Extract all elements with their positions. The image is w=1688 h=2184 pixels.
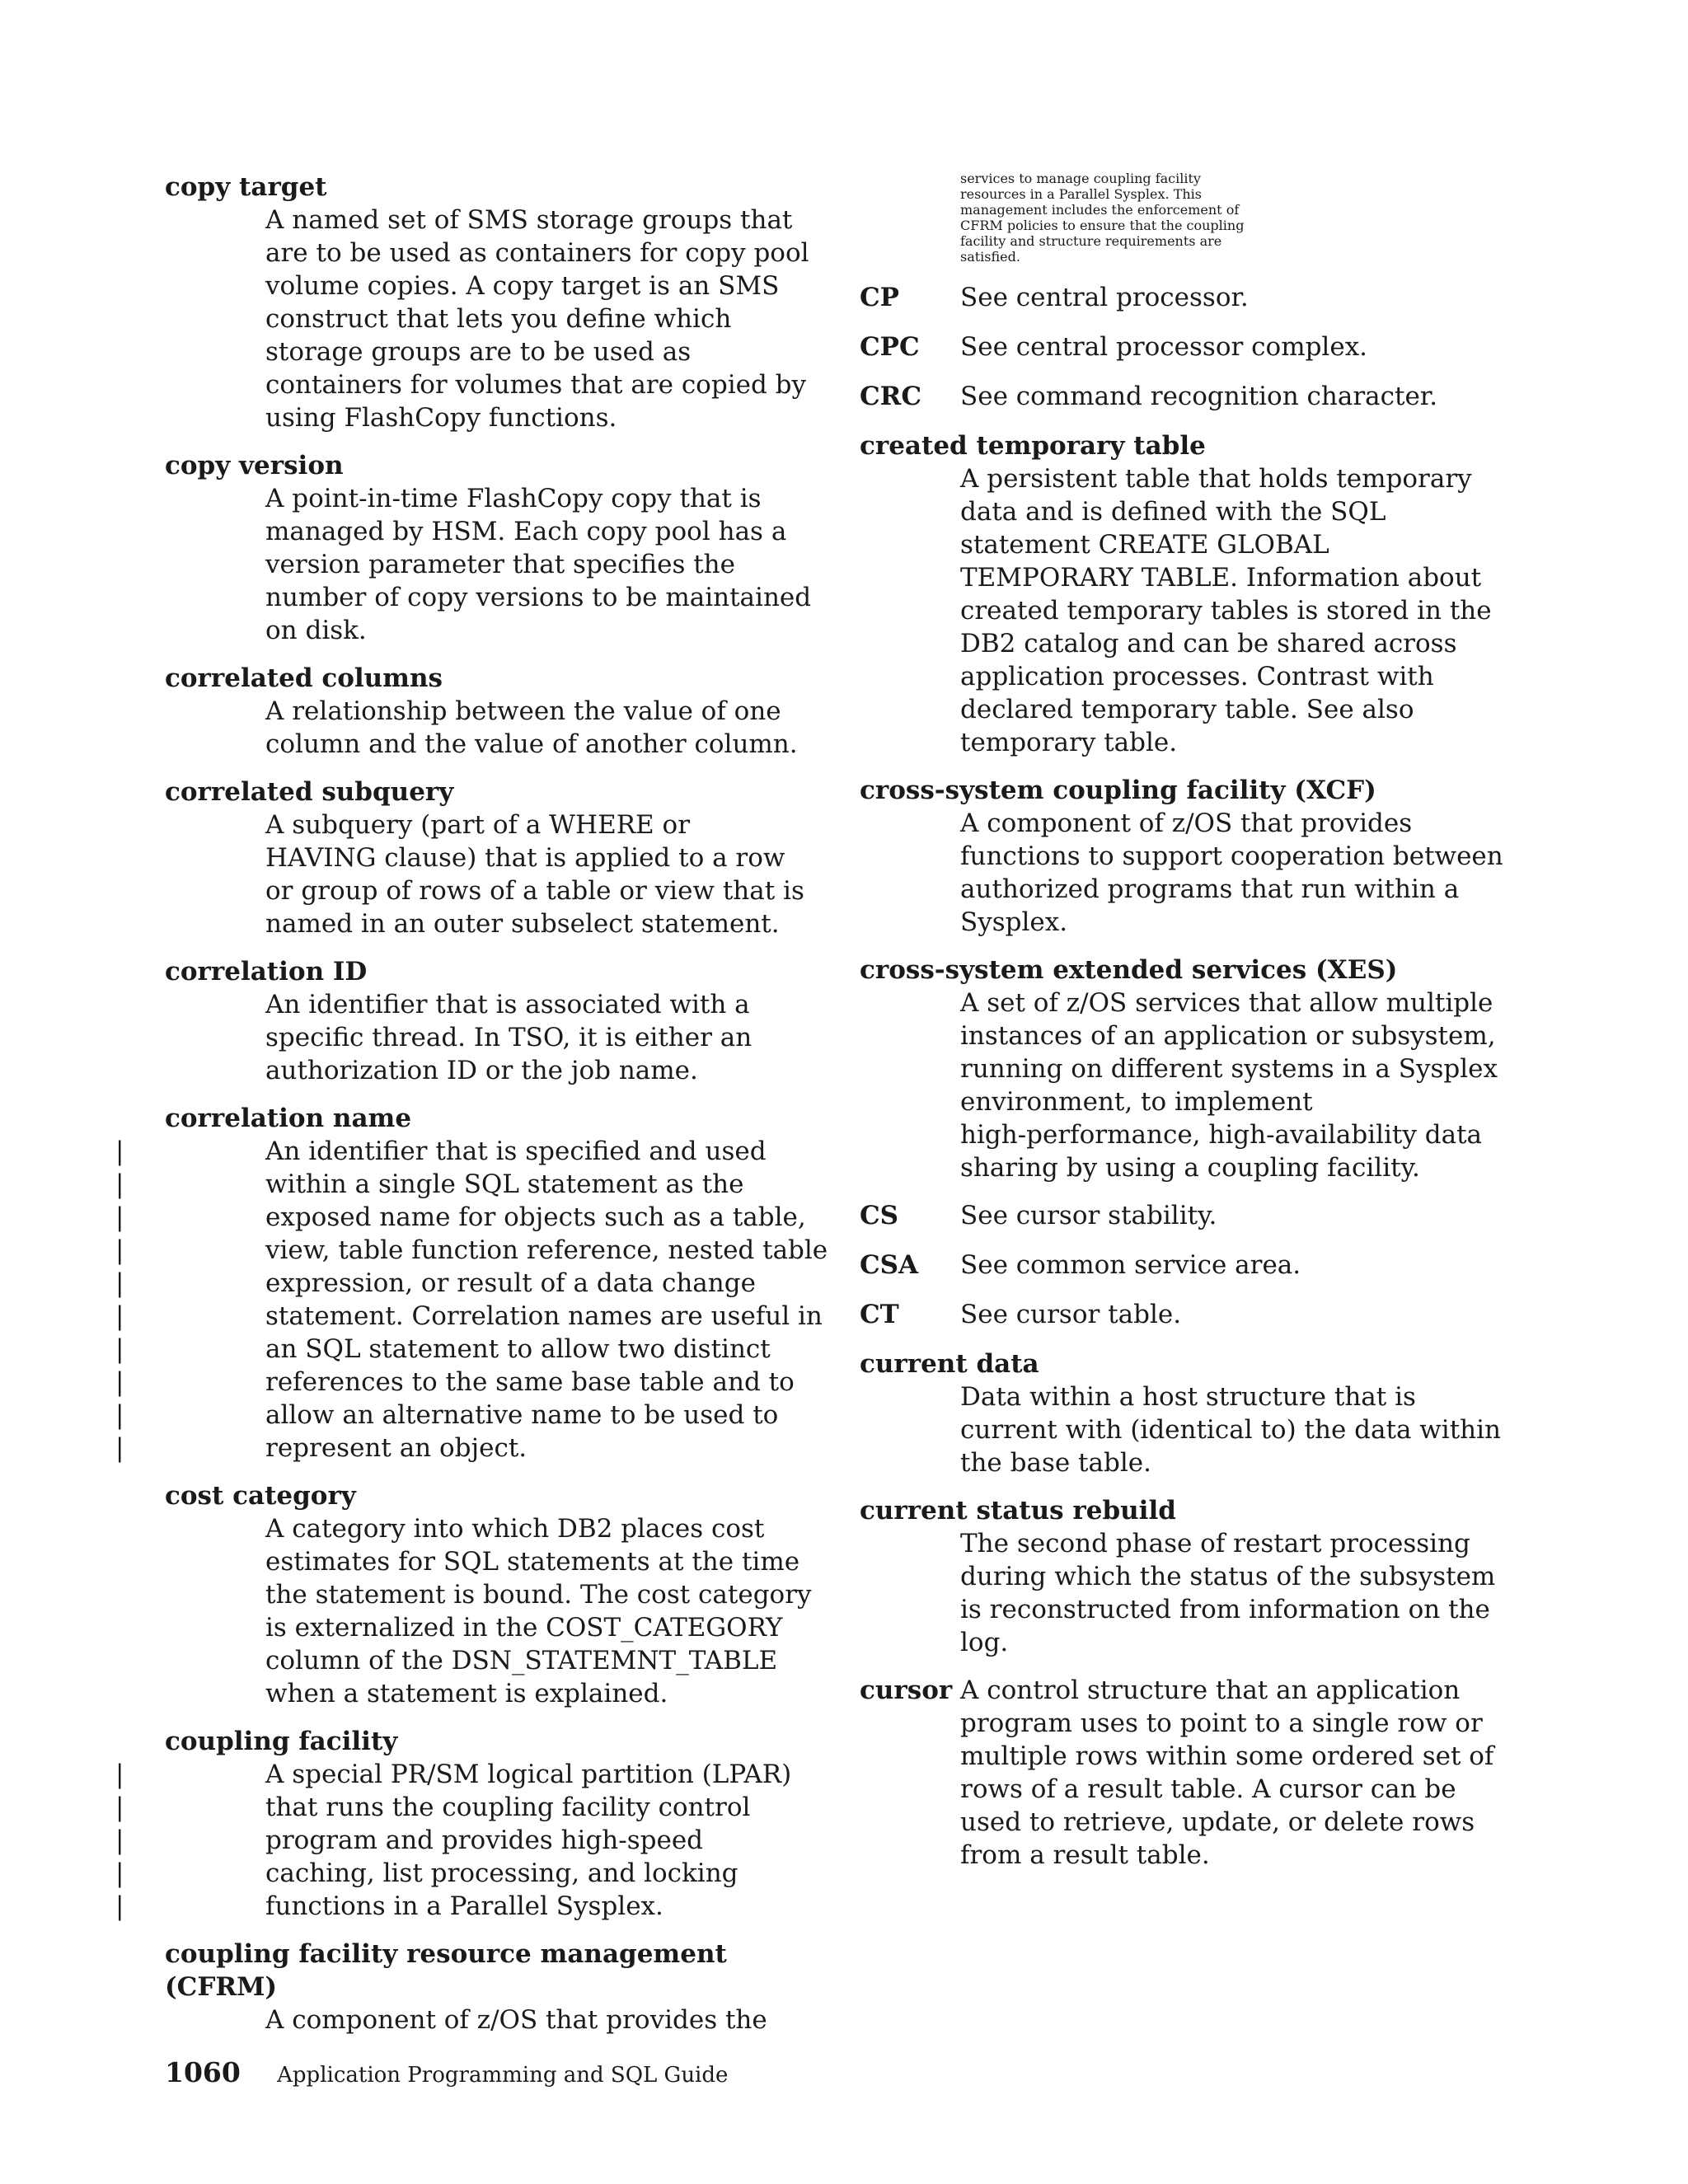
definition-text: authorized programs that run within a: [960, 874, 1460, 904]
definition-text: A component of z/OS that provides the: [265, 2005, 767, 2035]
definition-line: [265, 1512, 808, 1545]
definition-line: [265, 988, 808, 1021]
definition-line: [960, 807, 1519, 840]
glossary-entry: [165, 1479, 812, 1710]
glossary-definition: [860, 807, 1519, 939]
glossary-definition: [960, 1674, 1493, 1872]
definition-text: are to be used as containers for copy pool: [265, 238, 809, 268]
glossary-entry: [115, 1725, 808, 1923]
definition-line: [960, 660, 1519, 693]
definition-line: [115, 1758, 808, 1791]
definition-line: [960, 528, 1519, 561]
glossary-term: coupling facility: [165, 1727, 398, 1756]
glossary-definition: [860, 987, 1519, 1184]
glossary-definition: [165, 808, 808, 940]
definition-text: A special PR/SM logical partition (LPAR): [265, 1760, 792, 1789]
continued-definition: [860, 171, 1519, 265]
glossary-term: created temporary table: [860, 431, 1206, 461]
definition-text: during which the status of the subsystem: [960, 1562, 1496, 1591]
definition-text: functions in a Parallel Sysplex.: [265, 1891, 663, 1921]
glossary-term: current data: [860, 1349, 1039, 1379]
definition-line: [960, 987, 1519, 1019]
definition-line: [115, 1366, 808, 1399]
change-bar: |: [115, 1825, 124, 1855]
definition-line: [265, 269, 808, 302]
glossary-term: CS: [860, 1201, 899, 1230]
glossary-term: cross-system coupling facility (XCF): [860, 776, 1376, 805]
definition-text: temporary table.: [960, 728, 1178, 757]
change-bar: |: [115, 1202, 124, 1232]
definition-line: [960, 1740, 1493, 1773]
definition-line: [265, 204, 808, 237]
glossary-definition: [165, 2004, 808, 2036]
glossary-entry: [860, 1674, 1519, 1872]
definition-text: version parameter that specifies the: [265, 550, 735, 579]
definition-text: when a statement is explained.: [265, 1679, 668, 1708]
definition-line: [265, 368, 808, 401]
definition-line: [960, 1707, 1493, 1740]
definition-line: [115, 1399, 808, 1432]
glossary-term: correlation name: [165, 1104, 412, 1133]
definition-text: log.: [960, 1628, 1009, 1657]
definition-text: declared temporary table. See also: [960, 695, 1414, 724]
change-bar: |: [115, 1760, 124, 1789]
definition-line: facility and structure requirements are: [960, 233, 1222, 249]
glossary-entry: [860, 774, 1519, 939]
definition-text: column of the DSN_STATEMNT_TABLE: [265, 1646, 778, 1675]
definition-text: TEMPORARY TABLE. Information about: [960, 563, 1482, 593]
definition-text: column and the value of another column.: [265, 729, 798, 759]
definition-line: [265, 482, 808, 515]
definition-line: [960, 1052, 1519, 1085]
glossary-definition: [165, 988, 808, 1087]
definition-line: [115, 1300, 823, 1333]
change-bar: |: [115, 1301, 124, 1331]
definition-line: [265, 515, 808, 548]
definition-text: An identifier that is associated with a: [265, 990, 750, 1019]
definition-text: A subquery (part of a WHERE or: [265, 810, 691, 840]
definition-line: [265, 1578, 812, 1611]
definition-line: [265, 2004, 808, 2036]
right-column-entries: [860, 281, 1519, 1872]
change-bar: |: [115, 1793, 124, 1822]
glossary-term: CP: [860, 283, 899, 312]
definition-line: [960, 1151, 1519, 1184]
page-number: 1060: [165, 2056, 241, 2088]
glossary-term: CT: [860, 1300, 899, 1329]
definition-line: [265, 614, 808, 647]
change-bar: |: [115, 1169, 124, 1199]
definition-line: [960, 1773, 1493, 1806]
definition-line: [960, 840, 1519, 873]
definition-line: [960, 1560, 1519, 1593]
definition-text: expression, or result of a data change: [265, 1268, 756, 1298]
glossary-entry: [860, 1347, 1519, 1479]
glossary-term: CPC: [860, 332, 920, 362]
definition-line: [960, 1380, 1519, 1413]
definition-line: [960, 462, 1519, 495]
definition-text: See cursor table.: [960, 1300, 1182, 1329]
glossary-definition: [960, 1199, 1217, 1232]
glossary-entry: [860, 1249, 1519, 1282]
definition-line: [265, 728, 808, 761]
change-bar: |: [115, 1858, 124, 1888]
definition-line: [115, 1234, 828, 1267]
definition-line: [265, 907, 808, 940]
definition-text: the statement is bound. The cost category: [265, 1580, 812, 1610]
glossary-term: correlated subquery: [165, 777, 454, 807]
definition-line: [265, 874, 808, 907]
glossary-entry: [860, 954, 1519, 1184]
definition-line: [960, 693, 1519, 726]
definition-text: specific thread. In TSO, it is either an: [265, 1023, 753, 1052]
definition-line: [960, 561, 1519, 594]
definition-line: satisfied.: [960, 249, 1020, 265]
definition-line: [960, 873, 1519, 906]
glossary-definition: [860, 1380, 1519, 1479]
definition-line: [960, 1298, 1181, 1331]
definition-text: See central processor complex.: [960, 332, 1368, 362]
definition-text: or group of rows of a table or view that is: [265, 876, 804, 906]
definition-line: [115, 1267, 808, 1300]
definition-text: construct that lets you define which: [265, 304, 732, 334]
definition-line: [960, 1806, 1493, 1839]
definition-line: [115, 1333, 808, 1366]
definition-text: from a result table.: [960, 1840, 1210, 1870]
definition-line: [115, 1432, 808, 1465]
definition-line: [265, 581, 812, 614]
change-bar: |: [115, 1235, 124, 1265]
glossary-definition: [960, 330, 1367, 363]
definition-text: environment, to implement: [960, 1087, 1313, 1117]
definition-line: [960, 594, 1519, 627]
definition-text: allow an alternative name to be used to: [265, 1400, 779, 1430]
definition-line: [265, 1545, 808, 1578]
glossary-definition: [165, 695, 808, 761]
definition-text: running on different systems in a Sysplex: [960, 1054, 1498, 1084]
definition-text: Sysplex.: [960, 907, 1068, 937]
definition-text: An identifier that is specified and used: [265, 1137, 767, 1166]
definition-line: [960, 1593, 1519, 1626]
definition-text: See central processor.: [960, 283, 1249, 312]
definition-text: within a single SQL statement as the: [265, 1169, 744, 1199]
definition-text: A category into which DB2 places cost: [265, 1514, 765, 1544]
definition-line: [265, 695, 808, 728]
glossary-entry: [165, 955, 808, 1087]
definition-text: number of copy versions to be maintained: [265, 583, 812, 612]
glossary-definition: [960, 380, 1437, 413]
definition-text: statement CREATE GLOBAL: [960, 530, 1329, 560]
glossary-entry: [165, 1938, 808, 2036]
definition-text: instances of an application or subsystem,: [960, 1021, 1496, 1051]
glossary-entry: [860, 1494, 1519, 1659]
definition-text: authorization ID or the job name.: [265, 1056, 698, 1085]
glossary-term: cross-system extended services (XES): [860, 955, 1398, 985]
definition-text: view, table function reference, nested table: [265, 1235, 828, 1265]
definition-line: management includes the enforcement of: [960, 202, 1240, 218]
glossary-term: cost category: [165, 1481, 356, 1511]
change-bar: |: [115, 1334, 124, 1364]
glossary-definition: [860, 462, 1519, 759]
glossary-term: CSA: [860, 1250, 919, 1280]
right-column: [860, 171, 1519, 1888]
definition-line: [960, 281, 1249, 314]
definition-line: [115, 1135, 808, 1168]
definition-text: using FlashCopy functions.: [265, 403, 617, 433]
definition-text: See command recognition character.: [960, 382, 1438, 411]
definition-text: the base table.: [960, 1448, 1151, 1478]
definition-text: caching, list processing, and locking: [265, 1858, 738, 1888]
change-bar: |: [115, 1400, 124, 1430]
definition-text: created temporary tables is stored in the: [960, 596, 1492, 626]
definition-text: See common service area.: [960, 1250, 1301, 1280]
definition-line: [960, 330, 1367, 363]
definition-text: on disk.: [265, 616, 367, 645]
definition-text: A point-in-time FlashCopy copy that is: [265, 484, 762, 513]
definition-text: A named set of SMS storage groups that: [265, 205, 793, 235]
definition-line: [265, 1677, 808, 1710]
definition-line: [960, 906, 1519, 939]
glossary-definition: [960, 1249, 1301, 1282]
definition-text: rows of a result table. A cursor can be: [960, 1774, 1456, 1804]
glossary-term: current status rebuild: [860, 1496, 1176, 1526]
definition-text: managed by HSM. Each copy pool has a: [265, 517, 787, 546]
definition-text: current with (identical to) the data within: [960, 1415, 1502, 1445]
glossary-definition: [960, 1298, 1181, 1331]
glossary-entry: [860, 281, 1519, 314]
definition-text: HAVING clause) that is applied to a row: [265, 843, 785, 873]
glossary-entry: [860, 1199, 1519, 1232]
definition-line: [265, 401, 808, 434]
definition-line: services to manage coupling facility: [960, 171, 1201, 186]
definition-line: [960, 1626, 1519, 1659]
definition-text: A relationship between the value of one: [265, 696, 781, 726]
definition-text: A set of z/OS services that allow multiple: [960, 988, 1493, 1018]
definition-line: [115, 1201, 808, 1234]
glossary-term: correlated columns: [165, 663, 443, 693]
glossary-definition: [165, 1512, 812, 1710]
definition-text: program and provides high-speed: [265, 1825, 704, 1855]
change-bar: |: [115, 1137, 124, 1166]
definition-line: [265, 548, 808, 581]
glossary-entry: [115, 1102, 828, 1465]
definition-text: application processes. Contrast with: [960, 662, 1434, 691]
change-bar: |: [115, 1367, 124, 1397]
definition-line: resources in a Parallel Sysplex. This: [960, 186, 1202, 202]
definition-line: [960, 1674, 1493, 1707]
definition-text: data and is defined with the SQL: [960, 497, 1386, 527]
change-bar: |: [115, 1433, 124, 1463]
definition-text: volume copies. A copy target is an SMS: [265, 271, 780, 301]
definition-line: [960, 1019, 1519, 1052]
definition-text: statement. Correlation names are useful in: [265, 1301, 823, 1331]
definition-text: A control structure that an application: [960, 1675, 1461, 1705]
definition-line: [265, 1611, 808, 1644]
definition-text: program uses to point to a single row or: [960, 1708, 1483, 1738]
definition-line: [265, 841, 808, 874]
glossary-term: copy target: [165, 172, 327, 202]
definition-line: [115, 1791, 808, 1824]
left-column: [115, 171, 828, 2051]
definition-line: [960, 726, 1519, 759]
definition-text: high-performance, high-availability data: [960, 1120, 1483, 1150]
definition-text: exposed name for objects such as a table,: [265, 1202, 806, 1232]
definition-text: storage groups are to be used as: [265, 337, 692, 367]
definition-line: [265, 1644, 808, 1677]
definition-text: functions to support cooperation between: [960, 841, 1503, 871]
definition-line: [960, 1085, 1519, 1118]
definition-line: [115, 1824, 808, 1857]
definition-line: [265, 335, 808, 368]
definition-line: [960, 627, 1519, 660]
glossary-definition: [860, 1527, 1519, 1659]
change-bar: |: [115, 1268, 124, 1298]
definition-line: [960, 1839, 1493, 1872]
glossary-term: correlation ID: [165, 957, 368, 987]
definition-line: [265, 1054, 808, 1087]
glossary-entry: [860, 1298, 1519, 1331]
definition-text: See cursor stability.: [960, 1201, 1217, 1230]
definition-line: [960, 495, 1519, 528]
definition-line: [265, 1021, 808, 1054]
definition-text: sharing by using a coupling facility.: [960, 1153, 1420, 1183]
definition-text: The second phase of restart processing: [960, 1529, 1470, 1558]
definition-text: A persistent table that holds temporary: [960, 464, 1472, 494]
glossary-term: cursor: [860, 1675, 953, 1705]
glossary-definition: [115, 1758, 808, 1923]
glossary-entry: [165, 776, 808, 940]
definition-line: [960, 380, 1437, 413]
definition-line: [115, 1890, 808, 1923]
glossary-term: copy version: [165, 451, 344, 480]
definition-text: A component of z/OS that provides: [960, 808, 1413, 838]
glossary-definition: [115, 1135, 828, 1465]
definition-text: named in an outer subselect statement.: [265, 909, 780, 939]
definition-line: [960, 1446, 1519, 1479]
definition-text: containers for volumes that are copied by: [265, 370, 807, 400]
definition-line: [265, 237, 808, 269]
page-footer: [165, 2056, 728, 2092]
glossary-entry: [165, 662, 808, 761]
definition-text: that runs the coupling facility control: [265, 1793, 751, 1822]
definition-text: DB2 catalog and can be shared across: [960, 629, 1457, 658]
definition-text: used to retrieve, update, or delete rows: [960, 1807, 1475, 1837]
definition-text: Data within a host structure that is: [960, 1382, 1416, 1412]
glossary-entry: [860, 429, 1519, 759]
change-bar: |: [115, 1891, 124, 1921]
definition-text: references to the same base table and to: [265, 1367, 795, 1397]
glossary-entry: [860, 330, 1519, 363]
glossary-definition: [165, 482, 812, 647]
definition-line: [960, 1118, 1519, 1151]
glossary-entry: [165, 171, 808, 434]
definition-line: [960, 1413, 1519, 1446]
definition-line: [115, 1857, 808, 1890]
definition-text: is reconstructed from information on the: [960, 1595, 1490, 1624]
definition-text: an SQL statement to allow two distinct: [265, 1334, 771, 1364]
definition-line: CFRM policies to ensure that the coupling: [960, 218, 1245, 233]
definition-line: [265, 808, 808, 841]
book-title: Application Programming and SQL Guide: [277, 2063, 729, 2088]
definition-line: [115, 1168, 808, 1201]
glossary-entry: [165, 449, 812, 647]
definition-text: represent an object.: [265, 1433, 528, 1463]
definition-text: is externalized in the COST_CATEGORY: [265, 1613, 783, 1643]
glossary-term: CRC: [860, 382, 922, 411]
definition-line: [960, 1527, 1519, 1560]
definition-line: [960, 1199, 1217, 1232]
glossary-entry: [860, 380, 1519, 413]
glossary-term: coupling facility resource management (CFRM): [165, 1939, 727, 2002]
definition-text: multiple rows within some ordered set of: [960, 1741, 1494, 1771]
definition-line: [265, 302, 808, 335]
definition-line: [960, 1249, 1301, 1282]
glossary-definition: [960, 281, 1249, 314]
definition-text: estimates for SQL statements at the time: [265, 1547, 800, 1577]
glossary-definition: [165, 204, 808, 434]
